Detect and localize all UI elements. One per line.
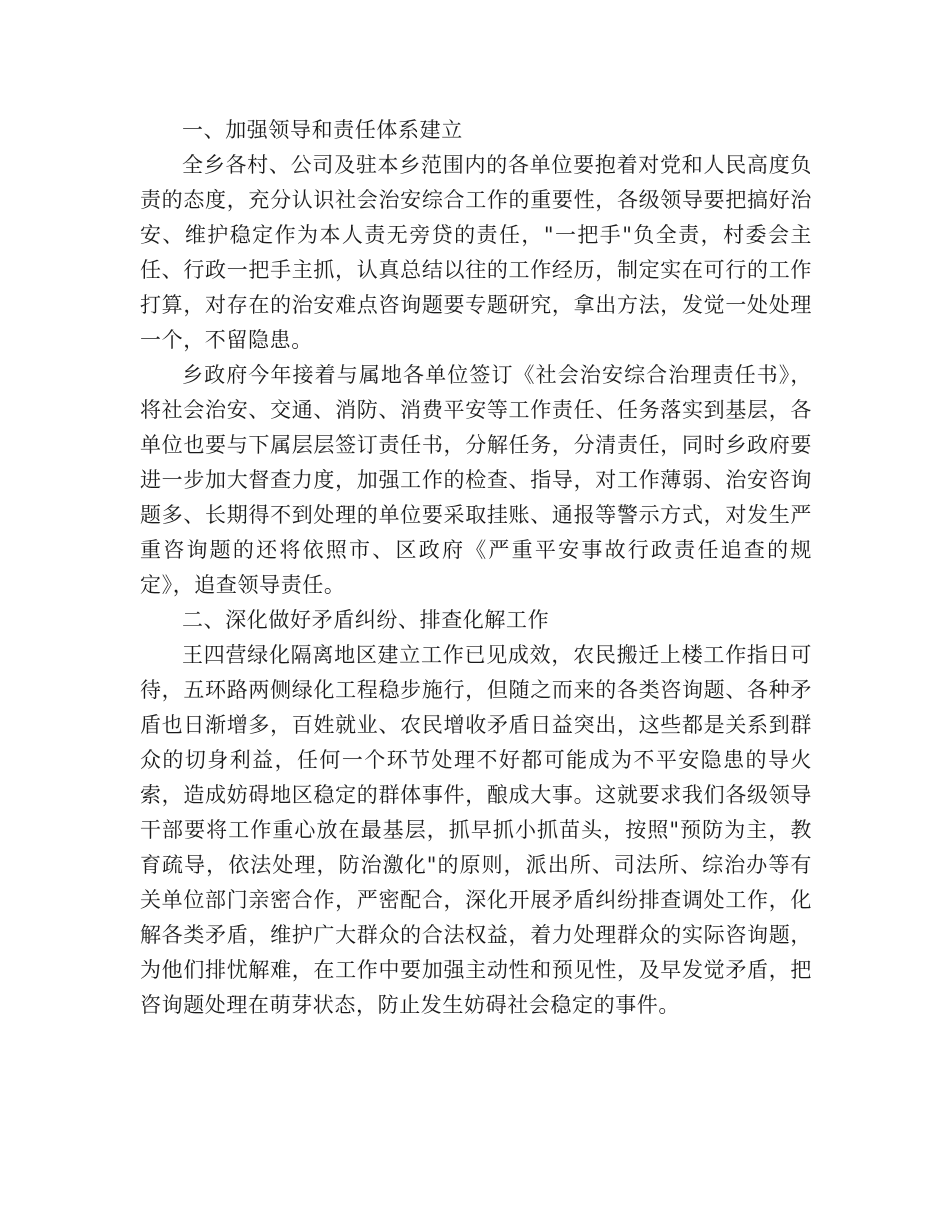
- paragraph-3: 王四营绿化隔离地区建立工作已见成效，农民搬迁上楼工作指日可待，五环路两侧绿化工程稳步施行，但随之而来的各类咨询题、各种矛盾也日渐增多，百姓就业、农民增收矛盾日益突出，这些都是关系到群众的切身利益，任何一个环节处理不好都可能成为不平安隐患的导火索，造成妨碍地区稳定的群体事件，酿成大事。这就要求我们各级领导干部要将工作重心放在最基层，抓早抓小抓苗头，按照"预防为主，教育疏导，依法处理，防治激化"的原则，派出所、司法所、综治办等有关单位部门亲密合作，严密配合，深化开展矛盾纠纷排查调处工作，化解各类矛盾，维护广大群众的合法权益，着力处理群众的实际咨询题，为他们排忧解难，在工作中要加强主动性和预见性，及早发觉矛盾，把咨询题处理在萌芽状态，防止发生妨碍社会稳定的事件。: [140, 643, 812, 1017]
- paragraph-1: 全乡各村、公司及驻本乡范围内的各单位要抱着对党和人民高度负责的态度，充分认识社会治安综合工作的重要性，各级领导要把搞好治安、维护稳定作为本人责无旁贷的责任，"一把手"负全责，村委会主任、行政一把手主抓，认真总结以往的工作经历，制定实在可行的工作打算，对存在的治安难点咨询题要专题研究，拿出方法，发觉一处处理一个，不留隐患。: [140, 153, 812, 352]
- section-heading-2: 二、深化做好矛盾纠纷、排查化解工作: [182, 608, 550, 632]
- document-body: [140, 113, 812, 1023]
- section-heading-1: 一、加强领导和责任体系建立: [182, 118, 463, 142]
- paragraph-2: 乡政府今年接着与属地各单位签订《社会治安综合治理责任书》，将社会治安、交通、消防、消费平安等工作责任、任务落实到基层，各单位也要与下属层层签订责任书，分解任务，分清责任，同时乡政府要进一步加大督查力度，加强工作的检查、指导，对工作薄弱、治安咨询题多、长期得不到处理的单位要采取挂账、通报等警示方式，对发生严重咨询题的还将依照市、区政府《严重平安事故行政责任追查的规定》，追查领导责任。: [140, 363, 812, 597]
